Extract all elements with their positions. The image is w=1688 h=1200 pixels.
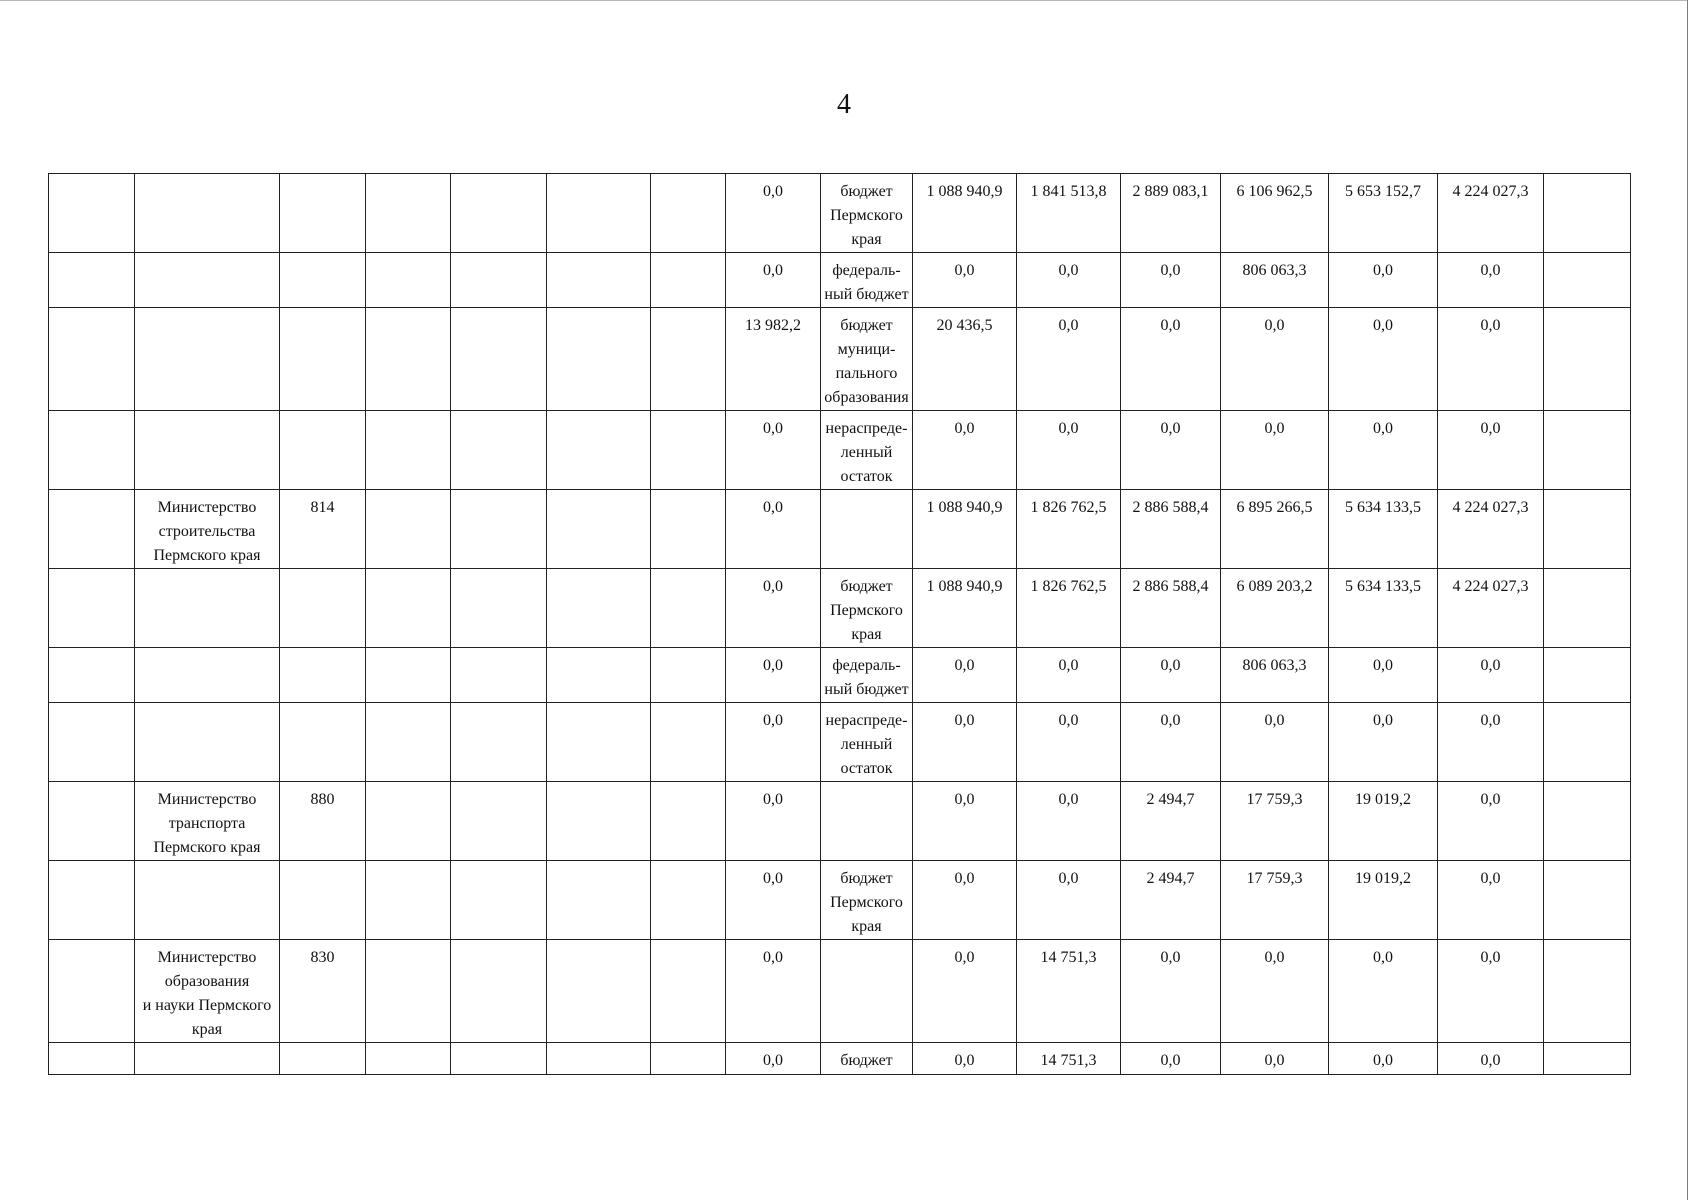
base-amount-cell: 13 982,2 [726, 308, 821, 411]
funding-source-cell: бюджет [821, 1043, 913, 1075]
blank-cell-7 [651, 253, 726, 308]
amount-cell-6: 0,0 [1438, 253, 1544, 308]
responsible-body-cell: Министерство транспорта Пермского края [135, 782, 280, 861]
funding-source-cell [821, 490, 913, 569]
amount-cell-4: 6 089 203,2 [1221, 569, 1329, 648]
amount-cell-3: 0,0 [1121, 308, 1221, 411]
amount-cell-4: 0,0 [1221, 703, 1329, 782]
amount-cell-5: 19 019,2 [1329, 782, 1438, 861]
blank-cell-6 [547, 782, 651, 861]
amount-cell-4: 0,0 [1221, 940, 1329, 1043]
amount-cell-3: 0,0 [1121, 648, 1221, 703]
amount-cell-1: 0,0 [913, 940, 1017, 1043]
blank-cell-5 [451, 569, 547, 648]
amount-cell-2: 1 841 513,8 [1017, 174, 1121, 253]
trailing-blank-cell [1544, 1043, 1631, 1075]
code-cell [280, 861, 366, 940]
funding-source-cell: нераспреде- ленный остаток [821, 411, 913, 490]
responsible-body-cell [135, 569, 280, 648]
amount-cell-5: 19 019,2 [1329, 861, 1438, 940]
amount-cell-1: 0,0 [913, 411, 1017, 490]
base-amount-cell: 0,0 [726, 648, 821, 703]
row-number-cell [49, 1043, 135, 1075]
trailing-blank-cell [1544, 308, 1631, 411]
trailing-blank-cell [1544, 648, 1631, 703]
code-cell: 880 [280, 782, 366, 861]
trailing-blank-cell [1544, 940, 1631, 1043]
amount-cell-3: 0,0 [1121, 253, 1221, 308]
blank-cell-5 [451, 174, 547, 253]
table-row [49, 411, 1631, 490]
code-cell [280, 174, 366, 253]
amount-cell-2: 0,0 [1017, 308, 1121, 411]
amount-cell-6: 0,0 [1438, 782, 1544, 861]
table-row [49, 174, 1631, 253]
table-body [49, 174, 1631, 1075]
blank-cell-4 [366, 253, 451, 308]
row-number-cell [49, 411, 135, 490]
amount-cell-2: 14 751,3 [1017, 940, 1121, 1043]
amount-cell-3: 0,0 [1121, 1043, 1221, 1075]
blank-cell-7 [651, 861, 726, 940]
funding-source-cell: бюджет Пермского края [821, 861, 913, 940]
responsible-body-cell [135, 308, 280, 411]
blank-cell-4 [366, 490, 451, 569]
amount-cell-2: 0,0 [1017, 411, 1121, 490]
amount-cell-1: 0,0 [913, 648, 1017, 703]
amount-cell-4: 0,0 [1221, 1043, 1329, 1075]
table-row [49, 648, 1631, 703]
blank-cell-4 [366, 648, 451, 703]
code-cell [280, 308, 366, 411]
blank-cell-7 [651, 1043, 726, 1075]
budget-table [48, 173, 1631, 1075]
amount-cell-2: 0,0 [1017, 253, 1121, 308]
base-amount-cell: 0,0 [726, 782, 821, 861]
amount-cell-3: 2 889 083,1 [1121, 174, 1221, 253]
trailing-blank-cell [1544, 174, 1631, 253]
trailing-blank-cell [1544, 782, 1631, 861]
amount-cell-5: 0,0 [1329, 703, 1438, 782]
page-number: 4 [837, 89, 851, 120]
blank-cell-4 [366, 411, 451, 490]
row-number-cell [49, 782, 135, 861]
amount-cell-2: 14 751,3 [1017, 1043, 1121, 1075]
blank-cell-7 [651, 703, 726, 782]
responsible-body-cell [135, 1043, 280, 1075]
amount-cell-4: 806 063,3 [1221, 253, 1329, 308]
amount-cell-5: 0,0 [1329, 411, 1438, 490]
blank-cell-4 [366, 940, 451, 1043]
amount-cell-2: 0,0 [1017, 782, 1121, 861]
blank-cell-4 [366, 174, 451, 253]
blank-cell-5 [451, 940, 547, 1043]
amount-cell-5: 5 634 133,5 [1329, 490, 1438, 569]
blank-cell-5 [451, 1043, 547, 1075]
responsible-body-cell: Министерство строительства Пермского края [135, 490, 280, 569]
blank-cell-6 [547, 411, 651, 490]
base-amount-cell: 0,0 [726, 861, 821, 940]
responsible-body-cell [135, 411, 280, 490]
blank-cell-4 [366, 308, 451, 411]
blank-cell-5 [451, 782, 547, 861]
funding-source-cell: федераль- ный бюджет [821, 648, 913, 703]
base-amount-cell: 0,0 [726, 490, 821, 569]
amount-cell-3: 0,0 [1121, 940, 1221, 1043]
code-cell [280, 1043, 366, 1075]
amount-cell-6: 0,0 [1438, 940, 1544, 1043]
row-number-cell [49, 569, 135, 648]
amount-cell-6: 4 224 027,3 [1438, 569, 1544, 648]
blank-cell-7 [651, 411, 726, 490]
blank-cell-7 [651, 174, 726, 253]
code-cell: 830 [280, 940, 366, 1043]
amount-cell-1: 1 088 940,9 [913, 174, 1017, 253]
table-row [49, 782, 1631, 861]
blank-cell-5 [451, 308, 547, 411]
amount-cell-6: 0,0 [1438, 648, 1544, 703]
blank-cell-5 [451, 253, 547, 308]
amount-cell-6: 4 224 027,3 [1438, 490, 1544, 569]
row-number-cell [49, 861, 135, 940]
amount-cell-6: 0,0 [1438, 1043, 1544, 1075]
table-row [49, 703, 1631, 782]
responsible-body-cell [135, 703, 280, 782]
funding-source-cell: бюджет муници- пального образования [821, 308, 913, 411]
amount-cell-3: 2 886 588,4 [1121, 569, 1221, 648]
base-amount-cell: 0,0 [726, 1043, 821, 1075]
blank-cell-4 [366, 861, 451, 940]
code-cell [280, 703, 366, 782]
funding-source-cell: бюджет Пермского края [821, 569, 913, 648]
amount-cell-1: 0,0 [913, 861, 1017, 940]
amount-cell-4: 6 106 962,5 [1221, 174, 1329, 253]
amount-cell-6: 4 224 027,3 [1438, 174, 1544, 253]
amount-cell-5: 5 653 152,7 [1329, 174, 1438, 253]
amount-cell-3: 2 494,7 [1121, 861, 1221, 940]
amount-cell-2: 0,0 [1017, 703, 1121, 782]
base-amount-cell: 0,0 [726, 411, 821, 490]
row-number-cell [49, 490, 135, 569]
code-cell [280, 411, 366, 490]
funding-source-cell [821, 940, 913, 1043]
row-number-cell [49, 940, 135, 1043]
amount-cell-2: 1 826 762,5 [1017, 490, 1121, 569]
blank-cell-4 [366, 569, 451, 648]
code-cell [280, 253, 366, 308]
responsible-body-cell [135, 861, 280, 940]
code-cell: 814 [280, 490, 366, 569]
amount-cell-1: 20 436,5 [913, 308, 1017, 411]
amount-cell-3: 0,0 [1121, 703, 1221, 782]
table-row [49, 253, 1631, 308]
blank-cell-6 [547, 253, 651, 308]
amount-cell-2: 0,0 [1017, 861, 1121, 940]
amount-cell-3: 0,0 [1121, 411, 1221, 490]
trailing-blank-cell [1544, 569, 1631, 648]
blank-cell-7 [651, 782, 726, 861]
blank-cell-4 [366, 782, 451, 861]
amount-cell-4: 17 759,3 [1221, 782, 1329, 861]
amount-cell-6: 0,0 [1438, 411, 1544, 490]
amount-cell-5: 0,0 [1329, 940, 1438, 1043]
blank-cell-6 [547, 569, 651, 648]
table-row [49, 1043, 1631, 1075]
amount-cell-4: 806 063,3 [1221, 648, 1329, 703]
trailing-blank-cell [1544, 703, 1631, 782]
responsible-body-cell: Министерство образования и науки Пермского края [135, 940, 280, 1043]
blank-cell-4 [366, 703, 451, 782]
blank-cell-6 [547, 490, 651, 569]
trailing-blank-cell [1544, 253, 1631, 308]
table-row [49, 861, 1631, 940]
amount-cell-5: 0,0 [1329, 648, 1438, 703]
blank-cell-6 [547, 308, 651, 411]
funding-source-cell [821, 782, 913, 861]
amount-cell-4: 17 759,3 [1221, 861, 1329, 940]
blank-cell-7 [651, 569, 726, 648]
funding-source-cell: федераль- ный бюджет [821, 253, 913, 308]
table-row [49, 490, 1631, 569]
amount-cell-5: 0,0 [1329, 253, 1438, 308]
amount-cell-6: 0,0 [1438, 703, 1544, 782]
funding-source-cell: нераспреде- ленный остаток [821, 703, 913, 782]
amount-cell-1: 0,0 [913, 1043, 1017, 1075]
base-amount-cell: 0,0 [726, 703, 821, 782]
responsible-body-cell [135, 253, 280, 308]
amount-cell-5: 0,0 [1329, 1043, 1438, 1075]
blank-cell-7 [651, 940, 726, 1043]
amount-cell-5: 5 634 133,5 [1329, 569, 1438, 648]
funding-source-cell: бюджет Пермского края [821, 174, 913, 253]
amount-cell-4: 0,0 [1221, 411, 1329, 490]
blank-cell-4 [366, 1043, 451, 1075]
base-amount-cell: 0,0 [726, 940, 821, 1043]
amount-cell-4: 6 895 266,5 [1221, 490, 1329, 569]
blank-cell-6 [547, 861, 651, 940]
responsible-body-cell [135, 174, 280, 253]
table-row [49, 940, 1631, 1043]
amount-cell-3: 2 494,7 [1121, 782, 1221, 861]
amount-cell-2: 0,0 [1017, 648, 1121, 703]
responsible-body-cell [135, 648, 280, 703]
blank-cell-6 [547, 174, 651, 253]
page-top-edge [0, 0, 1688, 1]
amount-cell-1: 0,0 [913, 253, 1017, 308]
amount-cell-1: 0,0 [913, 782, 1017, 861]
blank-cell-7 [651, 490, 726, 569]
blank-cell-5 [451, 411, 547, 490]
trailing-blank-cell [1544, 490, 1631, 569]
code-cell [280, 648, 366, 703]
blank-cell-6 [547, 940, 651, 1043]
blank-cell-5 [451, 861, 547, 940]
base-amount-cell: 0,0 [726, 174, 821, 253]
blank-cell-5 [451, 703, 547, 782]
amount-cell-1: 0,0 [913, 703, 1017, 782]
amount-cell-6: 0,0 [1438, 308, 1544, 411]
row-number-cell [49, 703, 135, 782]
blank-cell-5 [451, 648, 547, 703]
blank-cell-6 [547, 648, 651, 703]
amount-cell-4: 0,0 [1221, 308, 1329, 411]
amount-cell-2: 1 826 762,5 [1017, 569, 1121, 648]
row-number-cell [49, 174, 135, 253]
amount-cell-6: 0,0 [1438, 861, 1544, 940]
amount-cell-1: 1 088 940,9 [913, 569, 1017, 648]
code-cell [280, 569, 366, 648]
amount-cell-1: 1 088 940,9 [913, 490, 1017, 569]
table-row [49, 308, 1631, 411]
row-number-cell [49, 308, 135, 411]
row-number-cell [49, 648, 135, 703]
amount-cell-5: 0,0 [1329, 308, 1438, 411]
base-amount-cell: 0,0 [726, 569, 821, 648]
blank-cell-7 [651, 308, 726, 411]
table-row [49, 569, 1631, 648]
base-amount-cell: 0,0 [726, 253, 821, 308]
trailing-blank-cell [1544, 861, 1631, 940]
row-number-cell [49, 253, 135, 308]
blank-cell-6 [547, 703, 651, 782]
blank-cell-5 [451, 490, 547, 569]
amount-cell-3: 2 886 588,4 [1121, 490, 1221, 569]
blank-cell-6 [547, 1043, 651, 1075]
blank-cell-7 [651, 648, 726, 703]
trailing-blank-cell [1544, 411, 1631, 490]
